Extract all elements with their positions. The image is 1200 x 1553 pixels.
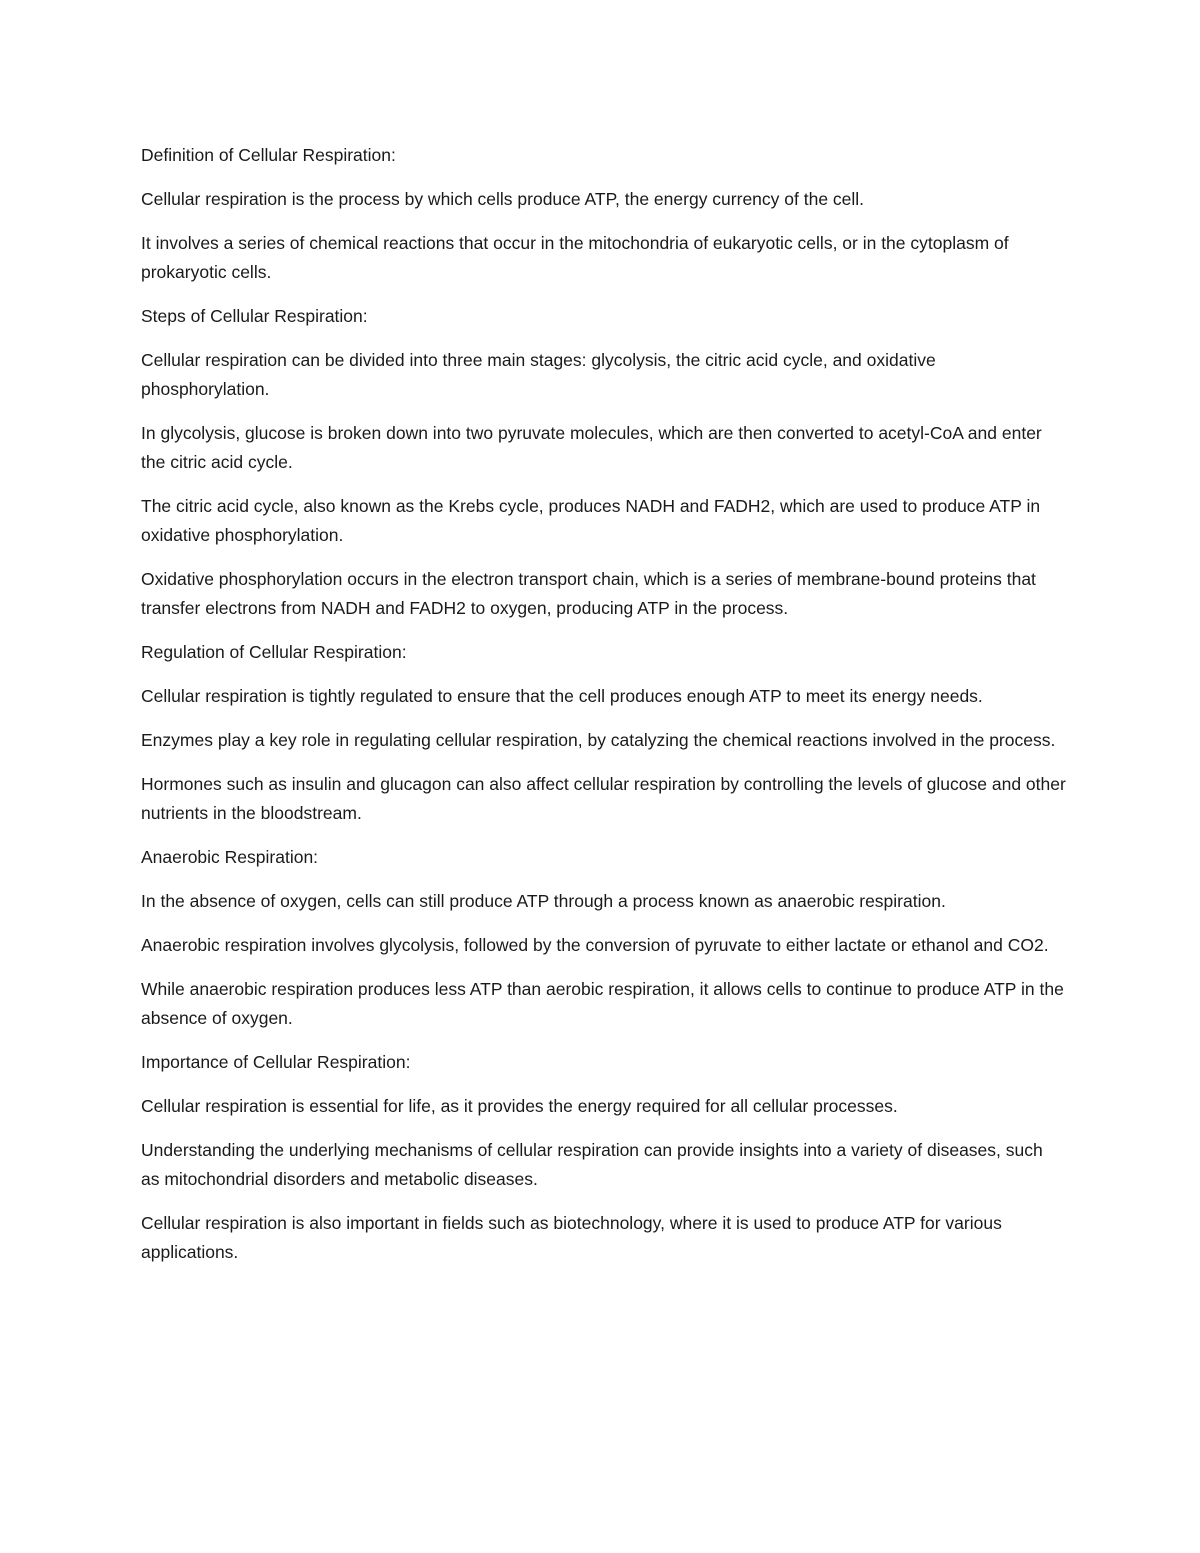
paragraph: Hormones such as insulin and glucagon can also affect cellular respiration by controlling the levels of glucose and other nutrients in the bloodstream. [141, 774, 1066, 823]
section-heading-anaerobic: Anaerobic Respiration: [141, 847, 319, 867]
paragraph: Cellular respiration is also important in fields such as biotechnology, where it is used to produce ATP for various applications. [141, 1213, 1002, 1262]
document-body [141, 141, 1066, 1282]
paragraph: Oxidative phosphorylation occurs in the electron transport chain, which is a series of membrane-bound proteins that transfer electrons from NADH and FADH2 to oxygen, producing ATP in the process. [141, 569, 1036, 618]
paragraph: Cellular respiration is the process by which cells produce ATP, the energy currency of the cell. [141, 189, 865, 209]
section-heading-steps: Steps of Cellular Respiration: [141, 306, 368, 326]
paragraph: Cellular respiration can be divided into three main stages: glycolysis, the citric acid cycle, and oxidative phosphorylation. [141, 350, 936, 399]
paragraph: In glycolysis, glucose is broken down into two pyruvate molecules, which are then converted to acetyl-CoA and enter the citric acid cycle. [141, 423, 1042, 472]
section-heading-regulation: Regulation of Cellular Respiration: [141, 642, 407, 662]
paragraph: While anaerobic respiration produces less ATP than aerobic respiration, it allows cells to continue to produce ATP in the absence of oxygen. [141, 979, 1064, 1028]
paragraph: Understanding the underlying mechanisms of cellular respiration can provide insights into a variety of diseases, such as mitochondrial disorders and metabolic diseases. [141, 1140, 1043, 1189]
paragraph: Anaerobic respiration involves glycolysis, followed by the conversion of pyruvate to either lactate or ethanol and CO2. [141, 935, 1049, 955]
paragraph: Cellular respiration is essential for life, as it provides the energy required for all cellular processes. [141, 1096, 898, 1116]
paragraph: In the absence of oxygen, cells can still produce ATP through a process known as anaerobic respiration. [141, 891, 946, 911]
section-heading-definition: Definition of Cellular Respiration: [141, 145, 396, 165]
paragraph: Cellular respiration is tightly regulated to ensure that the cell produces enough ATP to meet its energy needs. [141, 686, 983, 706]
paragraph: It involves a series of chemical reactions that occur in the mitochondria of eukaryotic cells, or in the cytoplasm of prokaryotic cells. [141, 233, 1009, 282]
paragraph: The citric acid cycle, also known as the Krebs cycle, produces NADH and FADH2, which are used to produce ATP in oxidative phosphorylation. [141, 496, 1041, 545]
paragraph: Enzymes play a key role in regulating cellular respiration, by catalyzing the chemical reactions involved in the process. [141, 730, 1056, 750]
section-heading-importance: Importance of Cellular Respiration: [141, 1052, 411, 1072]
